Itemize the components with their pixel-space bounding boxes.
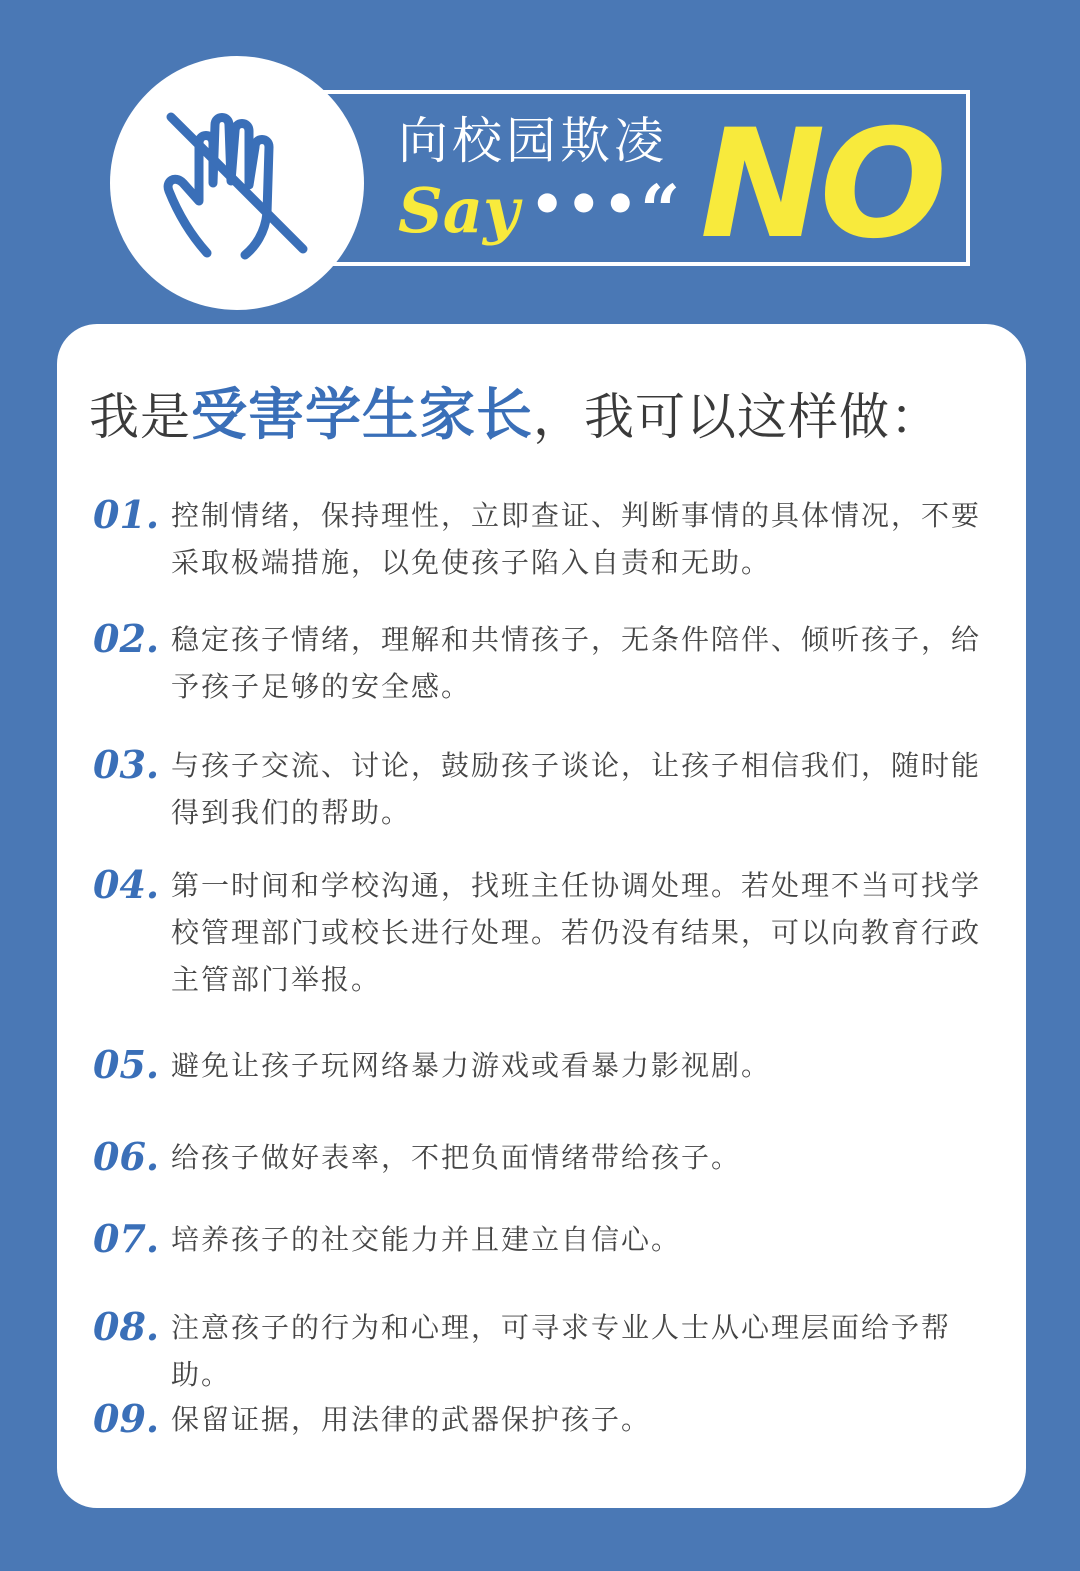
card-title [89, 382, 941, 449]
no-hand-icon [137, 83, 337, 283]
item-number: 09. [93, 1396, 160, 1441]
item-number: 05. [93, 1042, 160, 1087]
item-text: 给孩子做好表率，不把负面情绪带给孩子。 [171, 1141, 742, 1174]
item-text: 注意孩子的行为和心理，可寻求专业人士从心理层面给予帮助。 [171, 1311, 952, 1391]
header-title: 向校园欺凌 [398, 112, 668, 170]
item-text: 第一时间和学校沟通，找班主任协调处理。若处理不当可找学校管理部门或校长进行处理。若仍没有结果，可以向教育行政主管部门举报。 [171, 869, 982, 996]
item-number: 06. [93, 1134, 160, 1179]
item-number: 03. [93, 742, 160, 787]
header-say: Say [398, 174, 519, 247]
content-card [57, 324, 1026, 1508]
header-quote: “ [640, 169, 681, 252]
item-text: 与孩子交流、讨论，鼓励孩子谈论，让孩子相信我们，随时能得到我们的帮助。 [171, 749, 982, 829]
item-text: 避免让孩子玩网络暴力游戏或看暴力影视剧。 [171, 1049, 772, 1082]
header-dots: ••• [530, 173, 640, 236]
item-text: 保留证据，用法律的武器保护孩子。 [171, 1403, 652, 1436]
card-title-prefix: 我是 [89, 388, 191, 446]
item-number: 08. [93, 1304, 160, 1349]
card-title-highlight: 受害学生家长 [191, 383, 533, 448]
header-no: NO [700, 98, 942, 272]
item-text: 培养孩子的社交能力并且建立自信心。 [171, 1223, 682, 1256]
item-number: 01. [93, 492, 160, 537]
card-title-suffix: ，我可以这样做： [533, 388, 941, 446]
item-text: 稳定孩子情绪，理解和共情孩子，无条件陪伴、倾听孩子，给予孩子足够的安全感。 [171, 623, 982, 703]
item-number: 04. [93, 862, 160, 907]
item-number: 02. [93, 616, 160, 661]
icon-circle [110, 56, 364, 310]
item-number: 07. [93, 1216, 160, 1261]
item-text: 控制情绪，保持理性，立即查证、判断事情的具体情况，不要采取极端措施，以免使孩子陷入自责和无助。 [171, 499, 982, 579]
